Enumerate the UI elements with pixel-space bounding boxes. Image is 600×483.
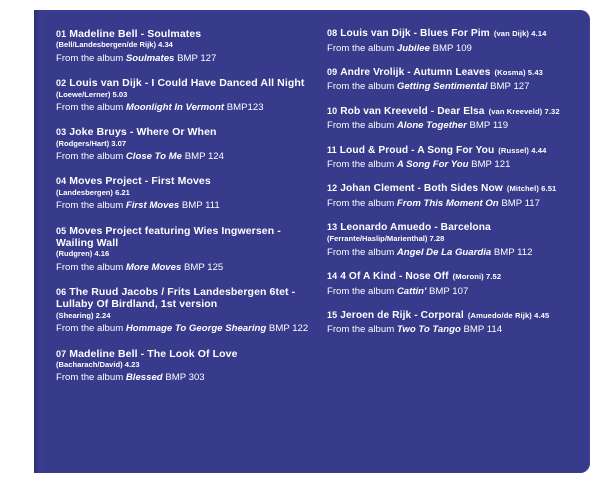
album-title: Close To Me bbox=[125, 151, 183, 163]
track-title-line bbox=[327, 310, 580, 322]
track-credits: (Shearing) 2.24 bbox=[56, 310, 111, 320]
album-title: Soulmates bbox=[125, 52, 175, 64]
from-the-album-label: From the album bbox=[327, 246, 395, 258]
track-title-line bbox=[327, 67, 580, 79]
track-album-line bbox=[56, 102, 309, 113]
track-item bbox=[56, 126, 309, 162]
track-title: The Ruud Jacobs / Frits Landesbergen 6tet - Lullaby Of Birdland, 1st version bbox=[56, 286, 296, 311]
track-credits: (Amuedo/de Rijk) 4.45 bbox=[467, 310, 550, 320]
from-the-album-label: From the album bbox=[56, 101, 124, 113]
track-credits: (Rodgers/Hart) 3.07 bbox=[56, 138, 127, 148]
track-item bbox=[56, 348, 309, 384]
track-title-line bbox=[327, 28, 580, 40]
catalog-number: BMP 117 bbox=[501, 197, 540, 209]
track-title-line bbox=[56, 348, 309, 360]
track-item bbox=[56, 77, 309, 113]
track-title: Moves Project featuring Wies Ingwersen - Wailing Wall bbox=[56, 224, 281, 249]
track-album-line bbox=[327, 120, 580, 131]
album-title: Blessed bbox=[125, 372, 163, 384]
track-album-line bbox=[56, 200, 309, 211]
track-item bbox=[327, 28, 580, 54]
track-item bbox=[327, 310, 580, 336]
from-the-album-label: From the album bbox=[56, 151, 124, 163]
catalog-number: BMP 109 bbox=[432, 42, 472, 54]
track-item bbox=[327, 67, 580, 93]
track-title-line bbox=[327, 183, 580, 195]
right-column bbox=[327, 28, 580, 397]
track-number: 03 bbox=[56, 127, 67, 138]
track-number: 14 bbox=[327, 271, 338, 282]
track-title: Louis van Dijk - Blues For Pim bbox=[340, 28, 490, 39]
track-credits: (Rudgren) 4.16 bbox=[56, 249, 110, 259]
track-album-line bbox=[327, 247, 580, 258]
track-album-line bbox=[56, 323, 309, 334]
track-credits: (Ferrante/Haslip/Marienthal) 7.28 bbox=[327, 234, 445, 244]
catalog-number: BMP 303 bbox=[165, 372, 205, 384]
track-item bbox=[56, 28, 309, 64]
track-title-line bbox=[56, 28, 309, 40]
album-title: Hommage To George Shearing bbox=[125, 323, 267, 335]
catalog-number: BMP123 bbox=[226, 101, 264, 113]
from-the-album-label: From the album bbox=[327, 81, 395, 93]
album-title: Jubilee bbox=[396, 42, 430, 54]
album-title: First Moves bbox=[125, 200, 180, 212]
track-title: Louis van Dijk - I Could Have Danced All Night bbox=[69, 77, 305, 90]
panel-spine bbox=[34, 10, 44, 473]
track-title: Joke Bruys - Where Or When bbox=[69, 126, 217, 139]
track-number: 12 bbox=[327, 183, 338, 194]
track-album-line bbox=[56, 151, 309, 162]
from-the-album-label: From the album bbox=[327, 159, 395, 171]
track-number: 06 bbox=[56, 287, 67, 298]
from-the-album-label: From the album bbox=[56, 323, 124, 335]
track-title: Madeline Bell - The Look Of Love bbox=[69, 347, 238, 360]
track-title-line bbox=[56, 77, 309, 89]
track-item bbox=[56, 286, 309, 335]
track-album-line bbox=[327, 43, 580, 54]
from-the-album-label: From the album bbox=[327, 42, 395, 54]
track-number: 04 bbox=[56, 176, 67, 187]
catalog-number: BMP 125 bbox=[183, 261, 224, 273]
track-title: Jeroen de Rijk - Corporal bbox=[340, 309, 464, 321]
from-the-album-label: From the album bbox=[56, 372, 124, 384]
track-item bbox=[327, 271, 580, 297]
track-credits: (van Kreeveld) 7.32 bbox=[488, 106, 560, 116]
track-title-line bbox=[56, 225, 309, 250]
track-album-line bbox=[327, 198, 580, 209]
from-the-album-label: From the album bbox=[327, 197, 395, 209]
track-credits: (Landesbergen) 6.21 bbox=[56, 187, 130, 197]
track-credits: (van Dijk) 4.14 bbox=[493, 29, 547, 38]
track-album-line bbox=[327, 81, 580, 92]
track-title-line bbox=[56, 126, 309, 138]
track-album-line bbox=[56, 53, 309, 64]
from-the-album-label: From the album bbox=[327, 120, 395, 132]
track-number: 02 bbox=[56, 78, 67, 89]
track-number: 08 bbox=[327, 28, 338, 38]
track-title-line bbox=[56, 175, 309, 187]
track-item bbox=[327, 145, 580, 171]
track-number: 15 bbox=[327, 309, 338, 320]
track-number: 11 bbox=[327, 144, 337, 155]
track-number: 09 bbox=[327, 66, 338, 77]
from-the-album-label: From the album bbox=[327, 324, 395, 336]
track-item bbox=[327, 183, 580, 209]
track-number: 01 bbox=[56, 29, 67, 39]
page-margin bbox=[0, 0, 34, 483]
track-title: Andre Vrolijk - Autumn Leaves bbox=[340, 66, 491, 78]
catalog-number: BMP 119 bbox=[469, 120, 509, 132]
track-item bbox=[327, 106, 580, 132]
track-title-line bbox=[327, 222, 580, 234]
catalog-number: BMP 114 bbox=[463, 324, 503, 336]
catalog-number: BMP 127 bbox=[177, 52, 217, 64]
track-item bbox=[327, 222, 580, 258]
track-title: Rob van Kreeveld - Dear Elsa bbox=[340, 105, 485, 117]
album-title: More Moves bbox=[125, 261, 182, 273]
track-number: 07 bbox=[56, 348, 67, 359]
track-title: Loud & Proud - A Song For You bbox=[339, 144, 495, 156]
track-album-line bbox=[56, 372, 309, 383]
album-title: Moonlight In Vermont bbox=[125, 101, 225, 113]
track-credits: (Loewe/Lerner) 5.03 bbox=[56, 89, 128, 99]
track-number: 10 bbox=[327, 105, 338, 116]
track-item bbox=[56, 225, 309, 274]
track-album-line bbox=[327, 159, 580, 170]
catalog-number: BMP 111 bbox=[181, 200, 220, 212]
track-title-line bbox=[56, 286, 309, 311]
from-the-album-label: From the album bbox=[56, 200, 124, 212]
catalog-number: BMP 127 bbox=[490, 81, 530, 93]
track-credits: (Moroni) 7.52 bbox=[452, 272, 502, 282]
catalog-number: BMP 121 bbox=[471, 159, 511, 171]
track-number: 05 bbox=[56, 225, 67, 236]
from-the-album-label: From the album bbox=[327, 285, 395, 297]
from-the-album-label: From the album bbox=[56, 52, 124, 64]
track-credits: (Mitchel) 6.51 bbox=[506, 184, 557, 194]
track-item bbox=[56, 175, 309, 211]
track-title: Johan Clement - Both Sides Now bbox=[340, 183, 503, 195]
tracklist-panel bbox=[34, 10, 590, 473]
album-title: Alone Together bbox=[396, 120, 467, 132]
catalog-number: BMP 124 bbox=[184, 151, 224, 163]
track-album-line bbox=[327, 286, 580, 297]
catalog-number: BMP 122 bbox=[268, 323, 309, 335]
album-title: Two To Tango bbox=[396, 324, 461, 336]
catalog-number: BMP 107 bbox=[429, 285, 469, 297]
catalog-number: BMP 112 bbox=[493, 246, 533, 258]
track-number: 13 bbox=[327, 222, 338, 233]
track-credits: (Russel) 4.44 bbox=[498, 145, 547, 155]
album-title: Getting Sentimental bbox=[396, 81, 488, 93]
album-title: From This Moment On bbox=[396, 197, 499, 209]
track-title-line bbox=[327, 106, 580, 118]
track-album-line bbox=[56, 262, 309, 273]
album-title: A Song For You bbox=[396, 159, 469, 171]
track-title: 4 Of A Kind - Nose Off bbox=[340, 271, 449, 283]
track-credits: (Bacharach/David) 4.23 bbox=[56, 359, 140, 369]
album-title: Angel De La Guardia bbox=[396, 246, 492, 258]
track-credits: (Kosma) 5.43 bbox=[494, 67, 543, 77]
track-title: Madeline Bell - Soulmates bbox=[69, 28, 202, 40]
album-title: Cattin' bbox=[396, 285, 427, 297]
track-album-line bbox=[327, 324, 580, 335]
track-title-line bbox=[327, 271, 580, 283]
left-column bbox=[56, 28, 309, 397]
tracklist-columns bbox=[56, 28, 580, 397]
from-the-album-label: From the album bbox=[56, 261, 124, 273]
track-title: Leonardo Amuedo - Barcelona bbox=[340, 222, 491, 234]
track-credits: (Bell/Landesbergen/de Rijk) 4.34 bbox=[56, 40, 173, 50]
track-title-line bbox=[327, 145, 580, 157]
track-title: Moves Project - First Moves bbox=[69, 175, 211, 188]
